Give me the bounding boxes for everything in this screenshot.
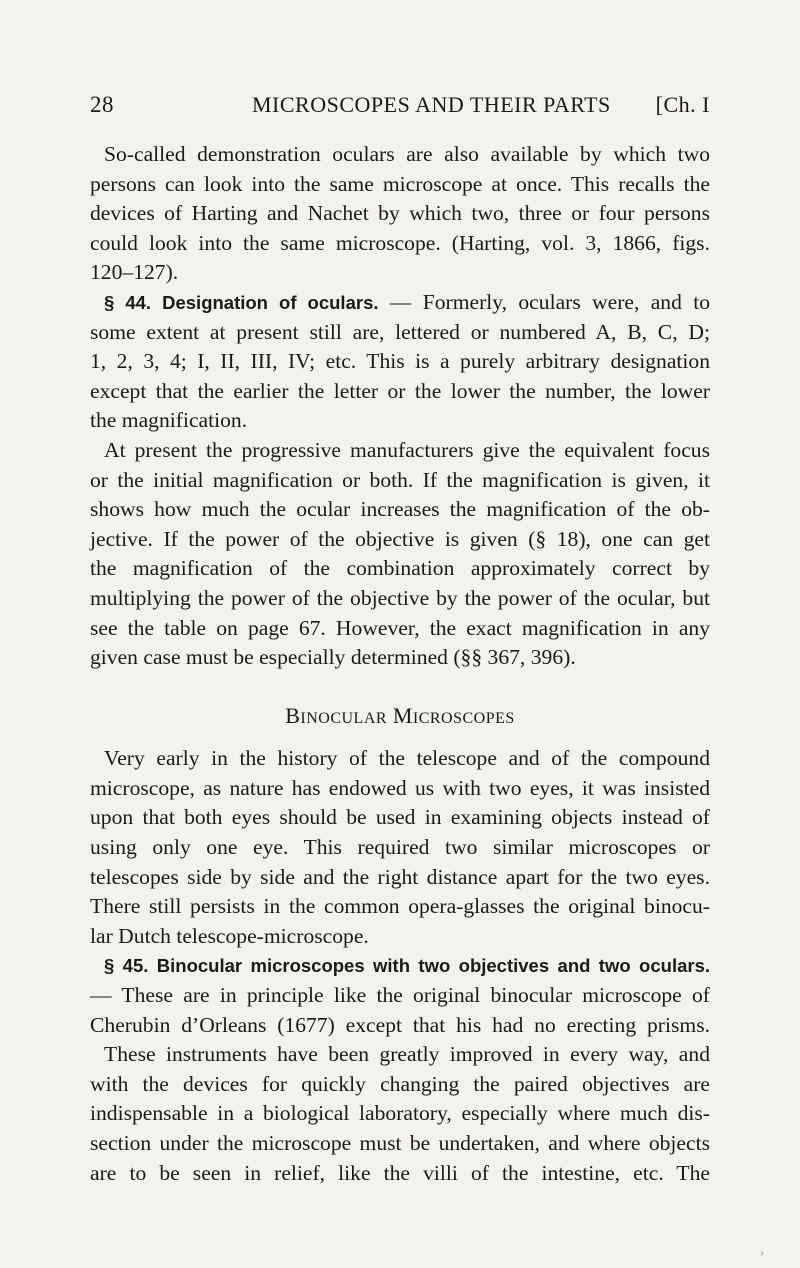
text-line: microscope, as nature has endowed us with two eyes, it was insisted <box>90 775 710 800</box>
text-line: lar Dutch telescope-microscope. <box>90 923 369 948</box>
text-line: given case must be especially determined (§§ 367, 396). <box>90 645 576 670</box>
text-line: Very early in the history of the telescope and of the compound <box>104 746 710 771</box>
page-number: 28 <box>90 92 114 117</box>
text-line <box>90 951 710 981</box>
text-line: or the initial magnification or both. If the magnification is given, it <box>90 467 710 492</box>
paragraph-history-binocular <box>90 744 710 951</box>
text-line: — These are in principle like the original binocular microscope of <box>90 983 710 1008</box>
text-line: devices of Harting and Nachet by which two, three or four persons <box>90 201 710 226</box>
text-line: There still persists in the common opera-glasses the original binocu- <box>90 894 710 919</box>
chapter-reference: [Ch. I <box>655 92 710 117</box>
text-line: are to be seen in relief, like the villi of the intestine, etc. The <box>90 1160 710 1185</box>
text-line: 120–127). <box>90 260 179 285</box>
section-title-binocular-microscopes: BINOCULAR MICROSCOPES <box>285 702 515 728</box>
text-line: the magnification. <box>90 408 248 433</box>
text-line: except that the earlier the letter or the lower the number, the lower <box>90 378 710 403</box>
scan-speck: › <box>760 1245 764 1259</box>
running-head <box>90 92 710 124</box>
section-lead-text: — Formerly, oculars were, and to <box>378 289 711 314</box>
paragraph-demonstration-oculars <box>90 140 710 288</box>
text-line: the magnification of the combination approximately correct by <box>90 556 710 581</box>
text-line: telescopes side by side and the right distance apart for the two eyes. <box>90 864 710 889</box>
text-line: indispensable in a biological laboratory, especially where much dis- <box>90 1101 710 1126</box>
section-heading: § 45. Binocular microscopes with two objectives and two oculars. <box>104 955 710 977</box>
text-line: At present the progressive manufacturers give the equivalent focus <box>104 437 710 462</box>
text-line <box>90 288 710 318</box>
section-heading: § 44. Designation of oculars. <box>104 291 379 313</box>
section-45-binocular-microscopes <box>90 951 710 1188</box>
text-line: jective. If the power of the objective is given (§ 18), one can get <box>90 526 710 551</box>
text-line: section under the microscope must be undertaken, and where objects <box>90 1131 710 1155</box>
text-line: could look into the same microscope. (Harting, vol. 3, 1866, figs. <box>90 230 710 255</box>
text-line: see the table on page 67. However, the exact magnification in any <box>90 615 710 640</box>
text-line: So-called demonstration oculars are also available by which two <box>104 142 710 166</box>
text-line: These instruments have been greatly improved in every way, and <box>104 1042 710 1067</box>
text-line: using only one eye. This required two similar microscopes or <box>90 835 710 860</box>
paragraph-magnification <box>90 436 710 673</box>
section-44-designation-of-oculars <box>90 288 710 436</box>
text-line: persons can look into the same microscope at once. This recalls the <box>90 171 710 196</box>
text-line: shows how much the ocular increases the magnification of the ob- <box>90 497 710 522</box>
running-title: MICROSCOPES AND THEIR PARTS <box>252 92 611 117</box>
text-line: Cherubin d’Orleans (1677) except that his had no erecting prisms. <box>90 1012 710 1037</box>
text-line: upon that both eyes should be used in examining objects instead of <box>90 805 710 830</box>
body-text <box>90 140 710 1188</box>
text-line: multiplying the power of the objective by the power of the ocular, but <box>90 585 710 610</box>
text-line: some extent at present still are, lettered or numbered A, B, C, D; <box>90 319 710 344</box>
text-line: 1, 2, 3, 4; I, II, III, IV; etc. This is a purely arbitrary designation <box>90 349 710 374</box>
text-line: with the devices for quickly changing the paired objectives are <box>90 1071 710 1096</box>
